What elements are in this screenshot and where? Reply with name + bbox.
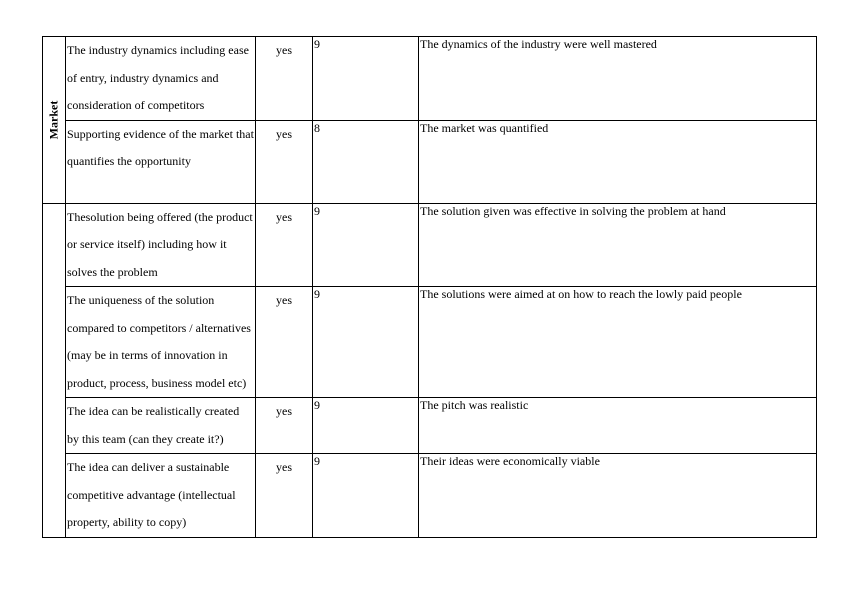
section-label-market: Market: [46, 100, 61, 140]
score-cell: 9: [313, 287, 419, 398]
answer-cell: yes: [256, 454, 313, 538]
table-row: [43, 37, 817, 121]
table-row: [43, 398, 817, 454]
comment-cell: Their ideas were economically viable: [419, 454, 817, 538]
criterion-cell: The industry dynamics including ease of entry, industry dynamics and consideration of competitors: [66, 37, 256, 121]
table-row: [43, 454, 817, 538]
table-row: [43, 120, 817, 203]
answer-cell: yes: [256, 398, 313, 454]
answer-cell: yes: [256, 37, 313, 121]
comment-cell: The pitch was realistic: [419, 398, 817, 454]
answer-cell: yes: [256, 120, 313, 203]
section-cell-market: [43, 37, 66, 204]
criterion-cell: The uniqueness of the solution compared to competitors / alternatives (may be in terms of innovation in product, process, business model etc): [66, 287, 256, 398]
score-cell: 9: [313, 203, 419, 287]
evaluation-table: [42, 36, 817, 538]
comment-cell: The market was quantified: [419, 120, 817, 203]
score-cell: 9: [313, 454, 419, 538]
table-row: [43, 287, 817, 398]
answer-cell: yes: [256, 287, 313, 398]
table-row: [43, 203, 817, 287]
score-cell: 9: [313, 37, 419, 121]
comment-cell: The dynamics of the industry were well mastered: [419, 37, 817, 121]
section-cell-solution: [43, 203, 66, 537]
comment-cell: The solutions were aimed at on how to reach the lowly paid people: [419, 287, 817, 398]
criterion-cell: The idea can deliver a sustainable competitive advantage (intellectual property, ability to copy): [66, 454, 256, 538]
answer-cell: yes: [256, 203, 313, 287]
comment-cell: The solution given was effective in solving the problem at hand: [419, 203, 817, 287]
criterion-cell: Supporting evidence of the market that quantifies the opportunity: [66, 120, 256, 203]
criterion-cell: The idea can be realistically created by this team (can they create it?): [66, 398, 256, 454]
score-cell: 9: [313, 398, 419, 454]
score-cell: 8: [313, 120, 419, 203]
criterion-cell: Thesolution being offered (the product or service itself) including how it solves the problem: [66, 203, 256, 287]
